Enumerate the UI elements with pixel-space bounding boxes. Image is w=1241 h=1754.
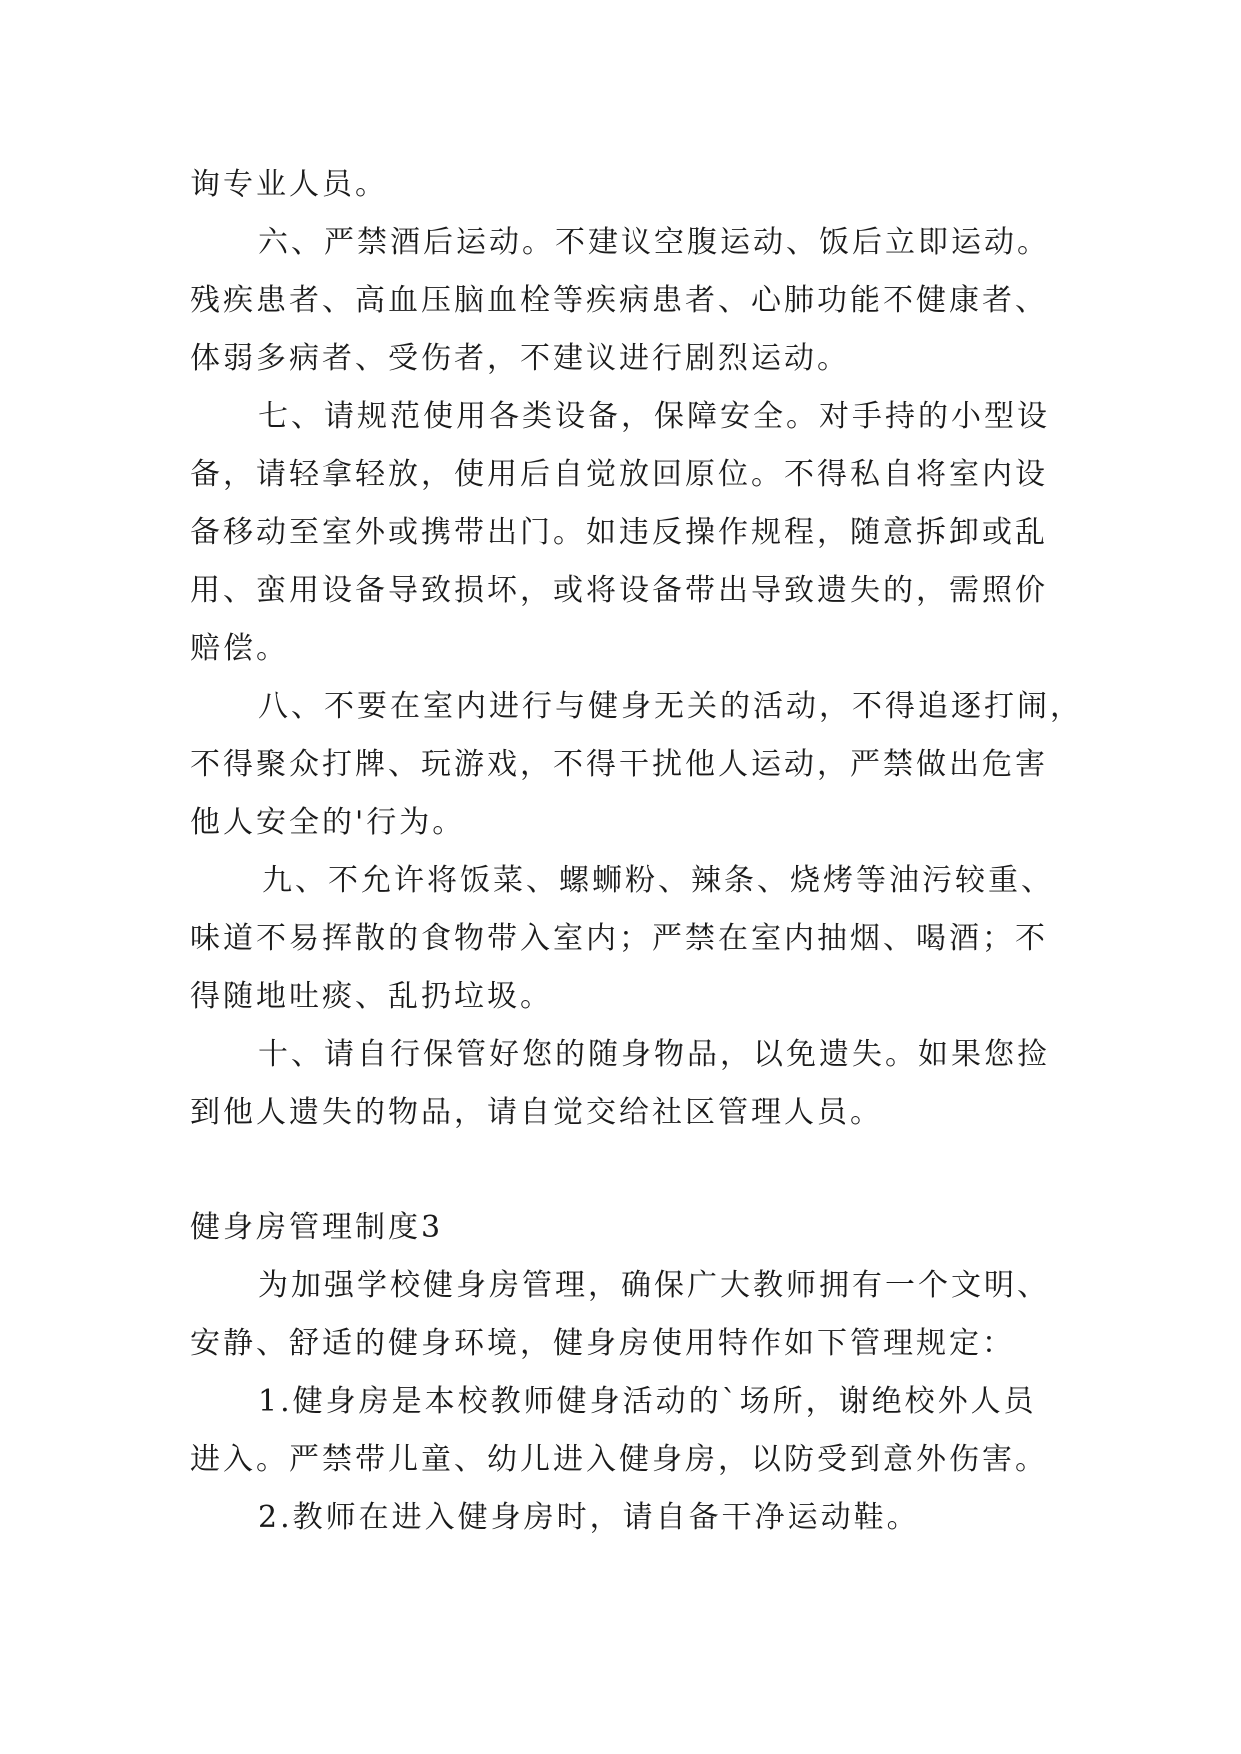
text-line: 1.健身房是本校教师健身活动的`场所，谢绝校外人员 (258, 1384, 1037, 1419)
text-line: 为加强学校健身房管理，确保广大教师拥有一个文明、 (258, 1268, 1050, 1303)
text-line: 十、请自行保管好您的随身物品，以免遗失。如果您捡 (258, 1037, 1050, 1072)
text-line: 备移动至室外或携带出门。如违反操作规程，随意拆卸或乱 (190, 515, 1048, 550)
section-heading: 健身房管理制度3 (190, 1210, 444, 1245)
text-line: 用、蛮用设备导致损坏，或将设备带出导致遗失的，需照价 (190, 573, 1048, 608)
text-line: 残疾患者、高血压脑血栓等疾病患者、心肺功能不健康者、 (190, 283, 1048, 318)
text-line: 备，请轻拿轻放，使用后自觉放回原位。不得私自将室内设 (190, 457, 1048, 492)
text-line: 进入。严禁带儿童、幼儿进入健身房，以防受到意外伤害。 (190, 1442, 1048, 1477)
text-line: 不得聚众打牌、玩游戏，不得干扰他人运动，严禁做出危害 (190, 747, 1048, 782)
text-line: 到他人遗失的物品，请自觉交给社区管理人员。 (190, 1095, 883, 1130)
text-line: 得随地吐痰、乱扔垃圾。 (190, 979, 553, 1014)
text-line: 味道不易挥散的食物带入室内；严禁在室内抽烟、喝酒；不 (190, 921, 1048, 956)
text-line: 他人安全的'行为。 (190, 805, 466, 840)
text-line: 安静、舒适的健身环境，健身房使用特作如下管理规定： (190, 1326, 1015, 1361)
text-line: 八、不要在室内进行与健身无关的活动，不得追逐打闹， (258, 689, 1083, 724)
text-line: 体弱多病者、受伤者，不建议进行剧烈运动。 (190, 341, 850, 376)
text-line: 2.教师在进入健身房时，请自备干净运动鞋。 (258, 1500, 920, 1535)
text-line: 九、不允许将饭菜、螺蛳粉、辣条、烧烤等油污较重、 (262, 863, 1054, 898)
text-line: 询专业人员。 (190, 167, 388, 202)
text-line: 六、严禁酒后运动。不建议空腹运动、饭后立即运动。 (258, 225, 1050, 260)
text-line: 七、请规范使用各类设备，保障安全。对手持的小型设 (258, 399, 1050, 434)
text-line: 赔偿。 (190, 631, 289, 666)
